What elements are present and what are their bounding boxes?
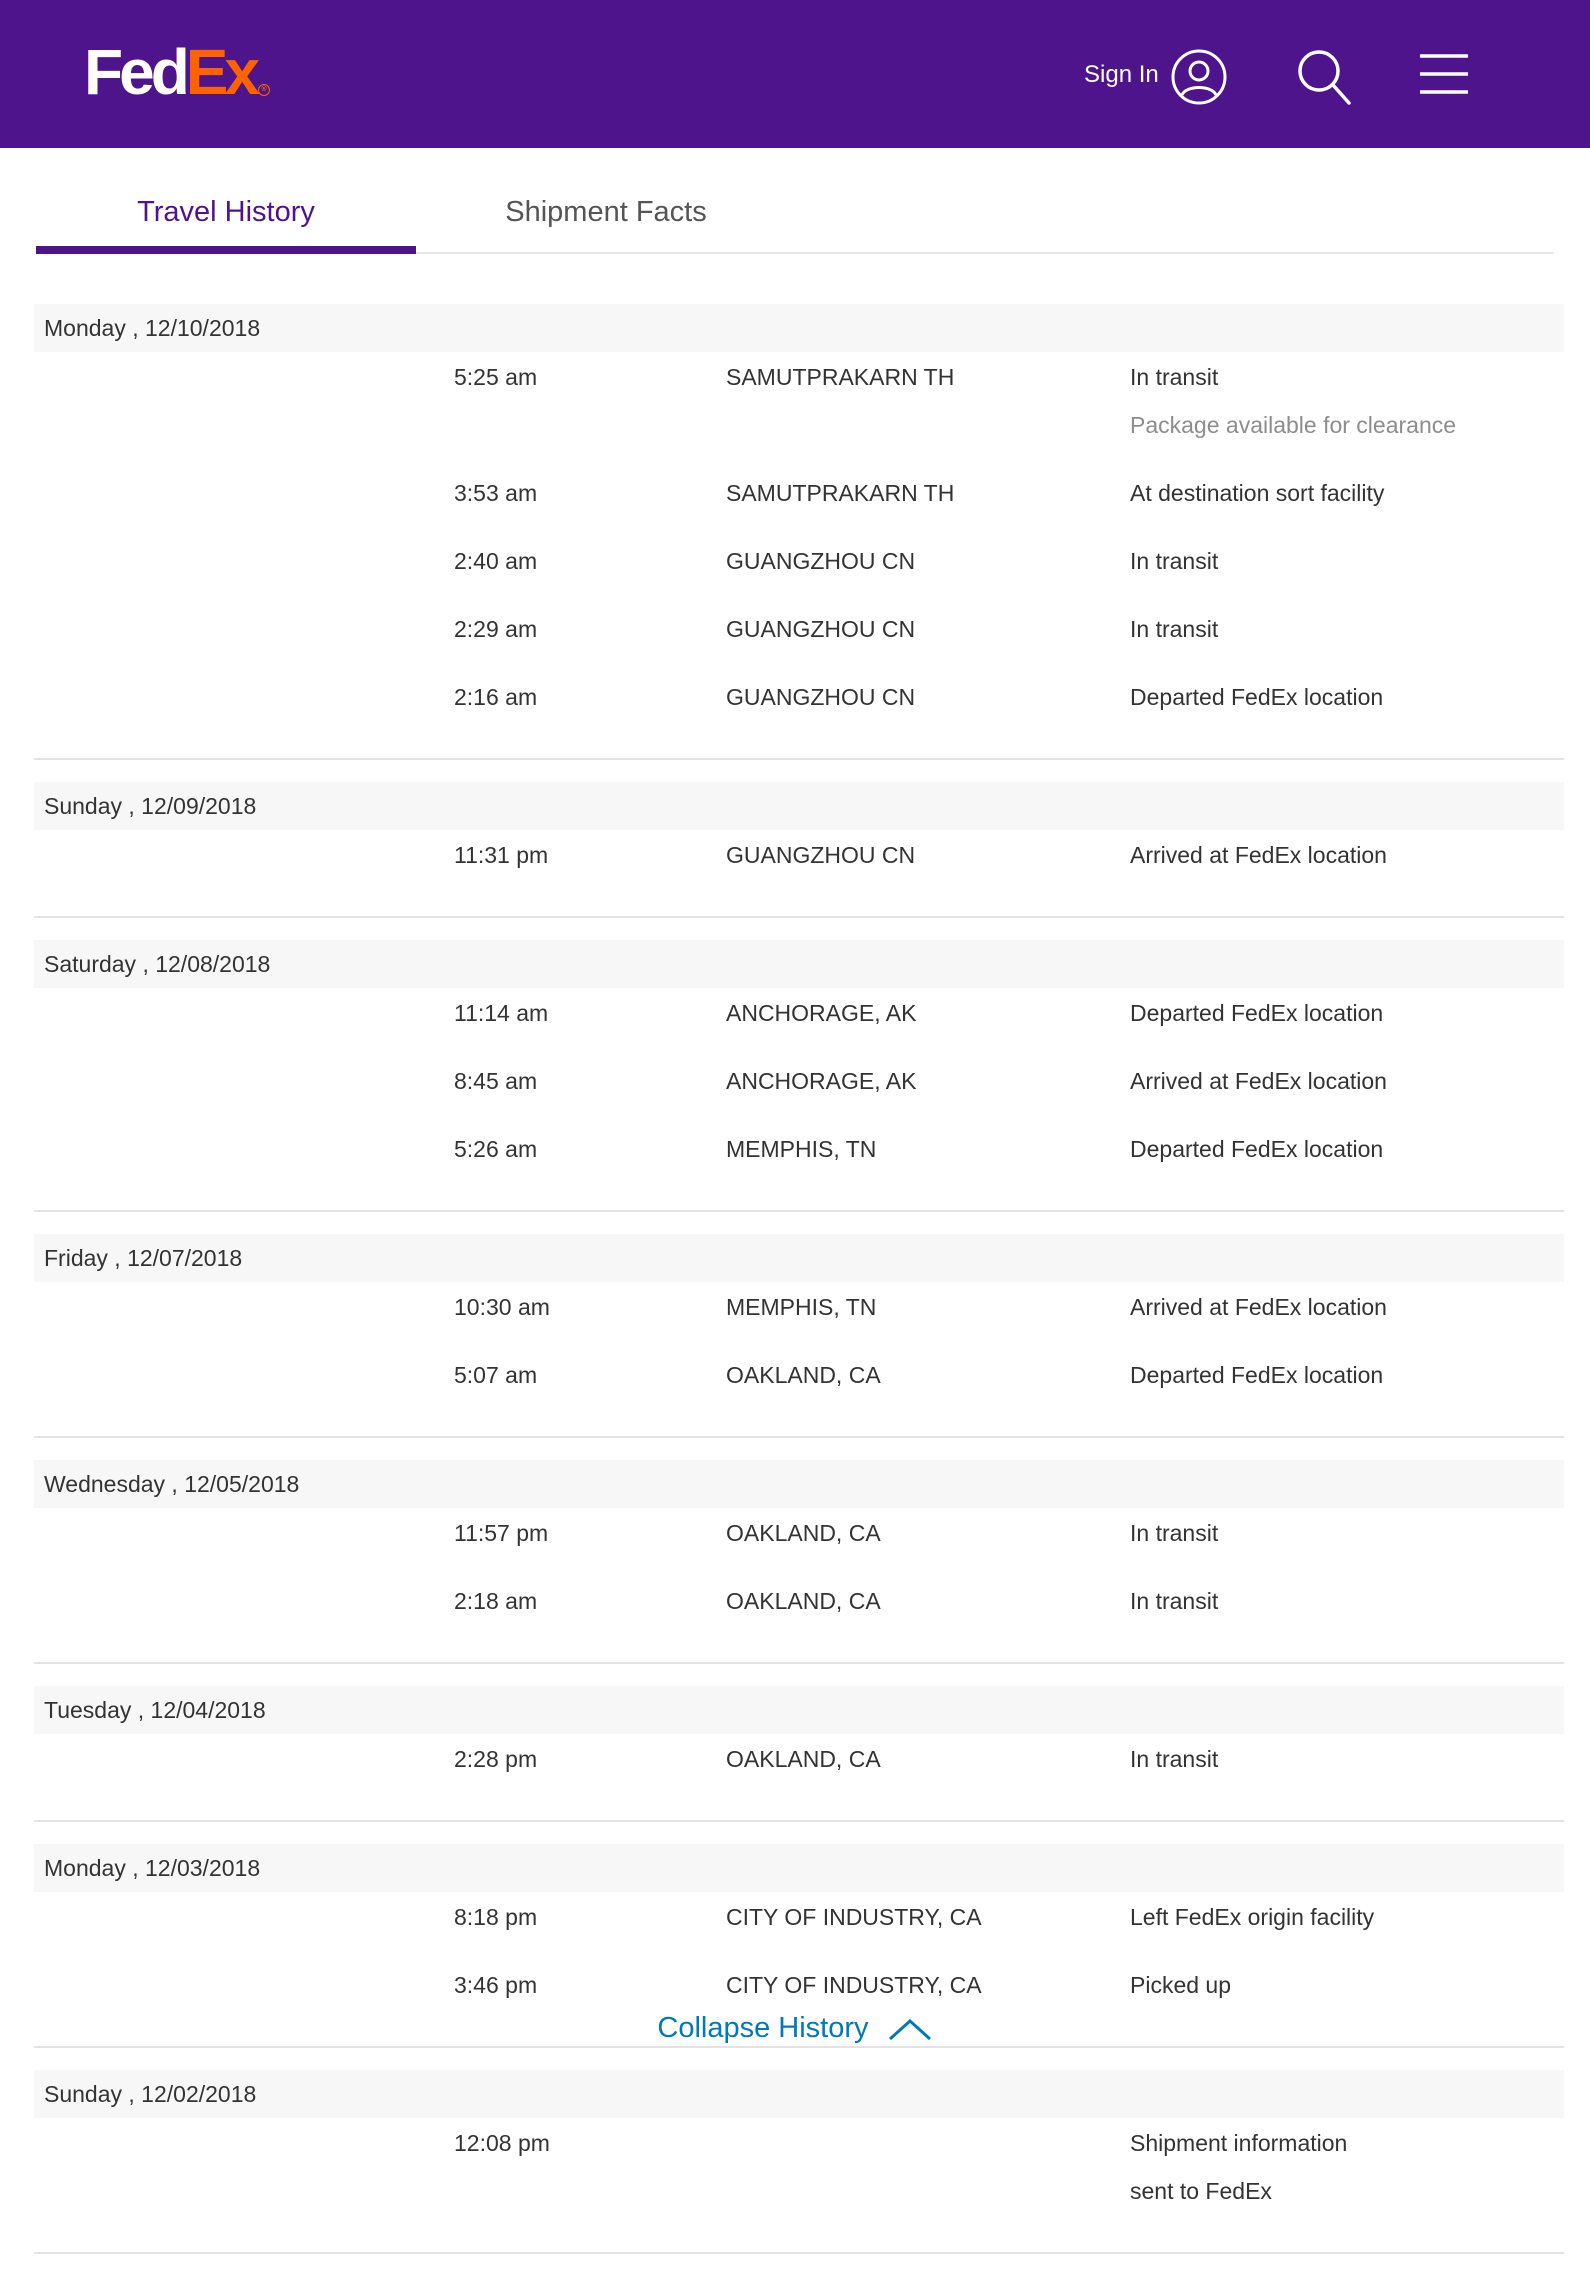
event-time: 11:31 pm [454, 842, 549, 868]
day-group [34, 782, 1564, 918]
day-group [34, 1460, 1564, 1664]
event-location: OAKLAND, CA [726, 1362, 881, 1388]
logo-fed: Fed [84, 36, 186, 108]
user-account-icon[interactable] [1170, 48, 1228, 106]
event-time: 2:16 am [454, 684, 538, 710]
event-status: Departed FedEx location [1130, 1136, 1384, 1162]
event-status: Left FedEx origin facility [1130, 1904, 1375, 1930]
scan-event [34, 1132, 1564, 1200]
event-time: 2:18 am [454, 1588, 538, 1614]
event-time: 8:45 am [454, 1068, 538, 1094]
scan-event [34, 1064, 1564, 1132]
scan-event [34, 476, 1564, 544]
day-group [34, 1234, 1564, 1438]
scan-event [34, 2126, 1564, 2242]
day-date: Saturday , 12/08/2018 [34, 940, 1564, 988]
event-status: Picked up [1130, 1972, 1232, 1998]
top-navigation-bar [0, 0, 1590, 148]
scan-event [34, 996, 1564, 1064]
event-time: 10:30 am [454, 1294, 550, 1320]
scan-event [34, 1584, 1564, 1652]
event-time: 11:57 pm [454, 1520, 549, 1546]
event-location: GUANGZHOU CN [726, 842, 916, 868]
day-date: Wednesday , 12/05/2018 [34, 1460, 1564, 1508]
event-status: In transit [1130, 548, 1219, 574]
event-status: In transit [1130, 364, 1219, 390]
event-status: Arrived at FedEx location [1130, 1068, 1387, 1094]
collapse-history-label: Collapse History [657, 2012, 869, 2044]
event-status: In transit [1130, 1520, 1219, 1546]
fedex-logo[interactable] [84, 36, 267, 108]
event-location: OAKLAND, CA [726, 1746, 881, 1772]
event-location: CITY OF INDUSTRY, CA [726, 1972, 982, 1998]
day-date: Monday , 12/10/2018 [34, 304, 1564, 352]
event-time: 3:46 pm [454, 1972, 538, 1998]
event-time: 3:53 am [454, 480, 538, 506]
day-date: Friday , 12/07/2018 [34, 1234, 1564, 1282]
event-location: OAKLAND, CA [726, 1520, 881, 1546]
event-time: 5:25 am [454, 364, 538, 390]
event-location: SAMUTPRAKARN TH [726, 364, 955, 390]
event-time: 5:26 am [454, 1136, 538, 1162]
scan-event [34, 612, 1564, 680]
scan-event [34, 360, 1564, 476]
day-group [34, 2070, 1564, 2254]
tab-travel-history[interactable]: Travel History [36, 148, 416, 252]
event-status: In transit [1130, 1746, 1219, 1772]
search-icon[interactable] [1296, 48, 1352, 106]
event-location: MEMPHIS, TN [726, 1294, 877, 1320]
event-note: Package available for clearance [1130, 412, 1457, 438]
event-location: GUANGZHOU CN [726, 548, 916, 574]
event-status-block [1130, 360, 1560, 442]
event-location: ANCHORAGE, AK [726, 1068, 917, 1094]
scan-event [34, 838, 1564, 906]
day-date: Monday , 12/03/2018 [34, 1844, 1564, 1892]
scan-event [34, 1742, 1564, 1810]
event-status: Departed FedEx location [1130, 684, 1384, 710]
scan-event [34, 1358, 1564, 1426]
event-location: GUANGZHOU CN [726, 616, 916, 642]
event-status: At destination sort facility [1130, 480, 1385, 506]
day-date: Sunday , 12/02/2018 [34, 2070, 1564, 2118]
chevron-up-icon [887, 2016, 933, 2042]
event-location: ANCHORAGE, AK [726, 1000, 917, 1026]
event-location: CITY OF INDUSTRY, CA [726, 1904, 982, 1930]
event-status-line2: sent to FedEx [1130, 2178, 1272, 2204]
event-time: 8:18 pm [454, 1904, 538, 1930]
day-group [34, 1686, 1564, 1822]
day-date: Sunday , 12/09/2018 [34, 782, 1564, 830]
scan-event [34, 1290, 1564, 1358]
event-status: Departed FedEx location [1130, 1362, 1384, 1388]
event-status: Shipment information [1130, 2130, 1348, 2156]
event-time: 12:08 pm [454, 2130, 550, 2156]
event-time: 2:40 am [454, 548, 538, 574]
event-location: MEMPHIS, TN [726, 1136, 877, 1162]
event-time: 5:07 am [454, 1362, 538, 1388]
tab-shipment-facts[interactable]: Shipment Facts [505, 196, 707, 228]
event-status: In transit [1130, 1588, 1219, 1614]
scan-event [34, 1900, 1564, 1968]
event-status-block [1130, 2126, 1560, 2208]
scan-event [34, 544, 1564, 612]
sign-in-link[interactable]: Sign In [1084, 61, 1159, 88]
scan-event [34, 680, 1564, 748]
event-time: 2:28 pm [454, 1746, 538, 1772]
registered-mark: ® [258, 84, 270, 96]
event-location: OAKLAND, CA [726, 1588, 881, 1614]
event-status: In transit [1130, 616, 1219, 642]
event-time: 11:14 am [454, 1000, 549, 1026]
event-location: GUANGZHOU CN [726, 684, 916, 710]
hamburger-menu-icon[interactable] [1418, 52, 1470, 96]
event-status: Arrived at FedEx location [1130, 1294, 1387, 1320]
collapse-history-button[interactable] [0, 2012, 1590, 2045]
event-status: Departed FedEx location [1130, 1000, 1384, 1026]
tracking-tabs [36, 148, 1554, 254]
scan-event [34, 1516, 1564, 1584]
day-group [34, 940, 1564, 1212]
event-status: Arrived at FedEx location [1130, 842, 1387, 868]
day-group [34, 304, 1564, 760]
logo-ex: Ex [185, 36, 257, 108]
day-date: Tuesday , 12/04/2018 [34, 1686, 1564, 1734]
event-location: SAMUTPRAKARN TH [726, 480, 955, 506]
travel-history-list [34, 304, 1564, 2276]
event-time: 2:29 am [454, 616, 538, 642]
